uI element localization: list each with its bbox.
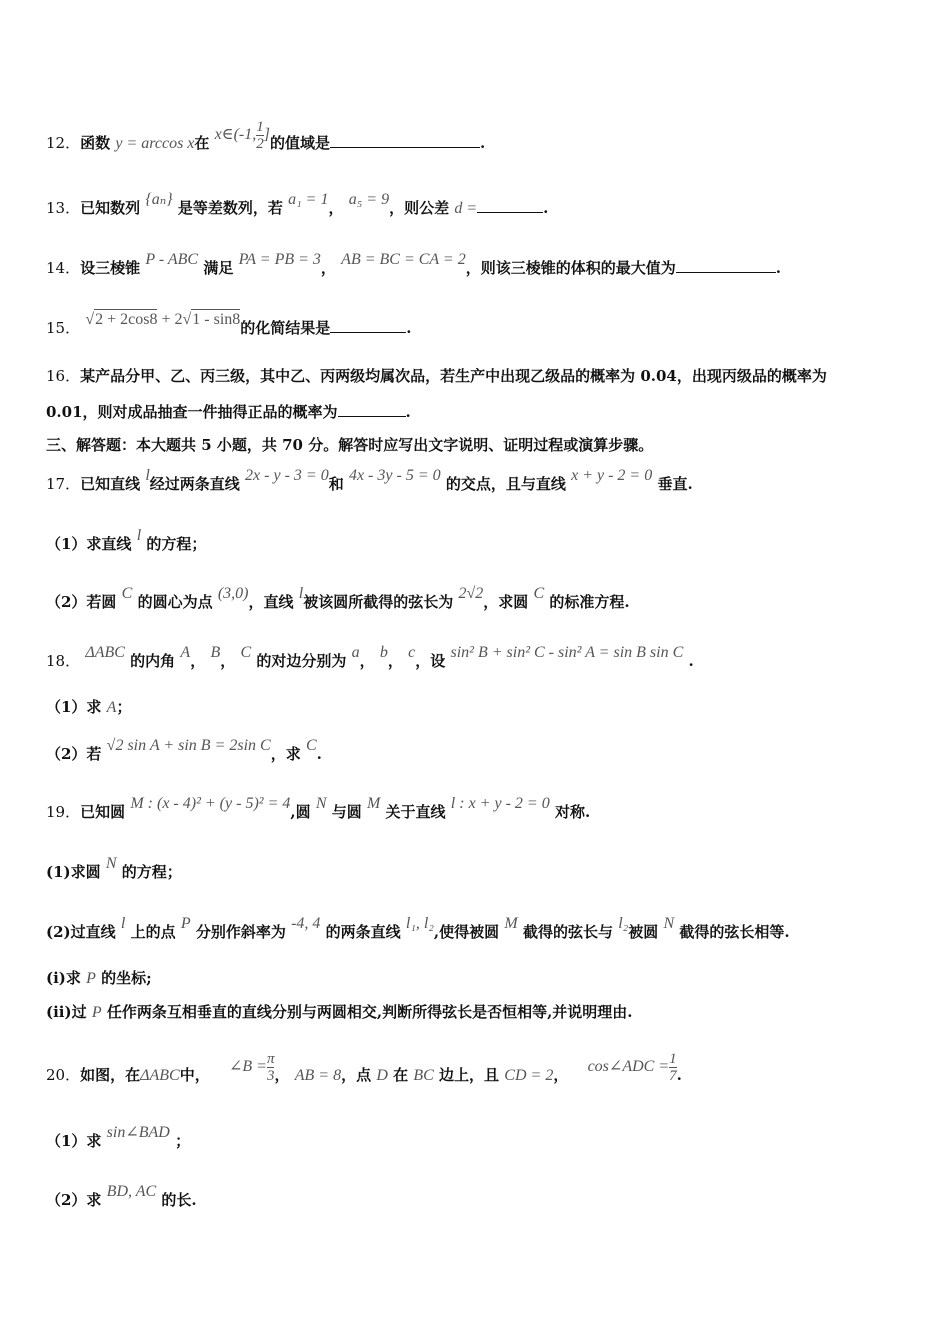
question-number: 15． [46,319,81,337]
answer-blank[interactable] [477,198,543,213]
question-12: 12．函数 y = arccos x在 x∈(-1, $\frac{1}{2}$ ]的值域是 . [46,119,486,153]
answer-blank[interactable] [330,133,480,148]
math-expression: A [106,699,117,716]
math-expression: a [351,644,360,661]
question-17-part-1: （1）求直线 l 的方程； [46,527,207,553]
math-expression: CD = 2 [504,1067,554,1085]
question-20-part-1: （1）求 sin∠BAD ； [46,1124,191,1150]
question-20: 20．如图，在ΔABC中， ∠B = $\frac{\pi}{3}$ ， AB = 8，点 D 在 BC 边上，且 CD = 2， cos∠ADC = $\frac{1}{7}$ . [46,1051,682,1085]
math-expression: b [379,644,388,661]
math-expression: l [120,915,126,932]
question-number: 20． [46,1066,81,1085]
math-expression: N [105,855,117,872]
question-19-part-i: (i)求 P 的坐标; [46,969,152,987]
math-expression: P [91,1004,102,1021]
math-expression: c [408,644,416,661]
math-expression: cos∠ADC = $\frac{1}{7}$ [587,1051,677,1084]
question-17-part-2: （2）若圆 C 的圆心为点 (3,0)，直线 l被该圆所截得的弦长为 2√2，求圆 C 的标准方程. [46,585,630,611]
question-19-part-1: (1)求圆 N 的方程； [46,855,182,881]
math-expression: sin∠BAD [106,1124,170,1141]
math-expression: P - ABC [145,251,199,268]
math-expression: y = arccos x [115,135,195,153]
math-expression: (3,0) [217,585,249,602]
question-20-part-2: （2）求 BD, AC 的长. [46,1183,197,1209]
math-expression: 4x - 3y - 5 = 0 [348,467,441,484]
question-19-part-2: (2)过直线 l 上的点 P 分别作斜率为 -4, 4 的两条直线 l₁, l₂,使得被圆 M 截得的弦长与 l₂被圆 N 截得的弦长相等. [46,915,790,941]
question-number: 13． [46,199,81,217]
answer-blank[interactable] [676,258,776,273]
math-expression: M : (x - 4)² + (y - 5)² = 4 [130,795,291,812]
math-expression: P [180,915,191,932]
math-expression: x∈(-1, $\frac{1}{2}$ ] [214,119,270,152]
math-expression: N [315,795,327,812]
question-16-line-2: 0.01，则对成品抽查一件抽得正品的概率为 . [46,403,411,421]
math-expression: BD, AC [106,1183,157,1200]
answer-blank[interactable] [330,318,406,333]
math-expression: a₁ = 1 [288,191,329,208]
math-expression: x + y - 2 = 0 [571,467,653,484]
question-number: 16． [46,367,81,385]
math-expression: -4, 4 [291,915,321,932]
question-number: 17． [46,475,81,493]
math-expression: {aₙ} [145,191,173,208]
math-expression: A [180,644,191,661]
math-expression: l [145,467,150,484]
math-expression: PA = PB = 3 [238,251,321,268]
math-expression: a₅ = 9 [348,191,390,208]
math-expression: AB = 8 [294,1067,342,1085]
math-expression: √2 sin A + sin B = 2sin C [106,737,271,754]
math-expression: ∠B = $\frac{\pi}{3}$ [228,1051,275,1084]
math-expression: sin² B + sin² C - sin² A = sin B sin C [450,644,684,661]
question-19-part-ii: (ii)过 P 任作两条互相垂直的直线分别与两圆相交,判断所得弦长是否恒相等,并说明理由. [46,1003,633,1021]
math-expression: C [121,585,133,602]
answer-blank[interactable] [338,402,406,417]
math-expression: N [663,915,675,932]
question-13: 13．已知数列 {aₙ} 是等差数列，若 a₁ = 1， a₅ = 9，则公差 d = . [46,191,549,217]
math-expression: ΔABC [85,644,125,661]
section-heading: 三、解答题：本大题共 5 小题，共 70 分。解答时应写出文字说明、证明过程或演算步骤。 [46,436,654,454]
math-expression: l [298,585,304,602]
question-number: 14． [46,259,81,277]
math-expression: P [86,970,96,987]
question-number: 12． [46,134,81,153]
question-16: 16．某产品分甲、乙、丙三级，其中乙、丙两级均属次品，若生产中出现乙级品的概率为 0.04，出现丙级品的概率为 [46,367,827,385]
math-expression: l [136,527,142,544]
math-expression: 2x - y - 3 = 0 [245,467,329,484]
math-expression: d = [454,200,478,217]
math-expression: ΔABC [140,1067,180,1085]
math-expression: C [305,737,317,754]
question-18-part-2: （2）若 √2 sin A + sin B = 2sin C，求 C. [46,737,322,763]
question-number: 18． [46,652,81,670]
math-expression: 2√2 [458,585,484,602]
question-14: 14．设三棱锥 P - ABC 满足 PA = PB = 3， AB = BC = CA = 2，则该三棱锥的体积的最大值为 . [46,251,781,277]
math-expression: D [376,1067,388,1085]
question-number: 19． [46,803,81,821]
math-expression: C [533,585,545,602]
math-expression: l₁, l₂ [405,915,434,932]
math-expression: BC [413,1067,434,1085]
math-expression: M [366,795,381,812]
math-expression: √2 + 2cos8 + 2√1 - sin8 [85,311,241,328]
question-18: 18． ΔABC 的内角 A， B， C 的对边分别为 a， b， c，设 sin² B + sin² C - sin² A = sin B sin C . [46,644,694,670]
math-expression: C [240,644,252,661]
math-expression: l : x + y - 2 = 0 [450,795,550,812]
question-18-part-1: （1）求 A； [46,698,132,716]
question-17: 17．已知直线 l经过两条直线 2x - y - 3 = 0和 4x - 3y - 5 = 0 的交点，且与直线 x + y - 2 = 0 垂直. [46,467,693,493]
math-expression: AB = BC = CA = 2 [341,251,466,268]
math-expression: l₂ [618,915,629,932]
question-19: 19．已知圆 M : (x - 4)² + (y - 5)² = 4,圆 N 与圆 M 关于直线 l : x + y - 2 = 0 对称. [46,795,591,821]
question-15: 15． √2 + 2cos8 + 2√1 - sin8的化简结果是 . [46,311,412,337]
math-expression: M [504,915,518,932]
math-expression: B [210,644,221,661]
